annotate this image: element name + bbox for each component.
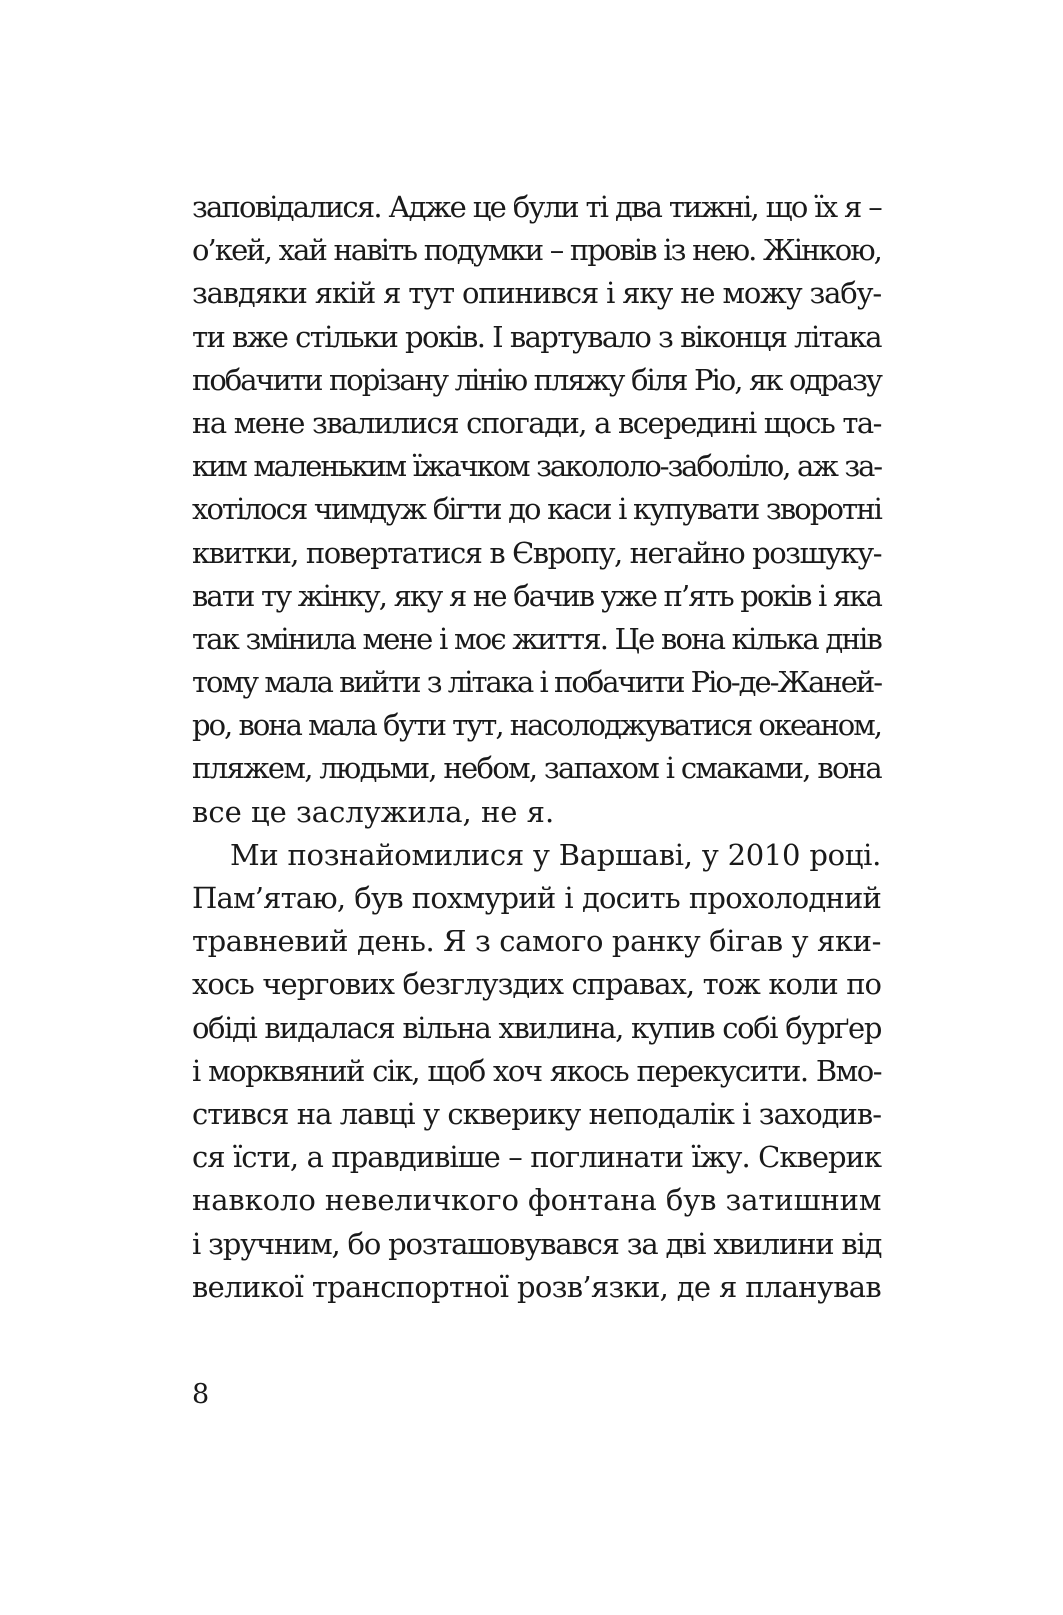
text-line: завдяки якій я тут опинився і яку не можу забу- xyxy=(192,276,881,311)
text-line: пляжем, людьми, небом, запахом і смаками, вона xyxy=(192,751,881,786)
text-line: так змінила мене і моє життя. Це вона кілька днів xyxy=(192,621,881,656)
text-line: ро, вона мала бути тут, насолоджуватися океаном, xyxy=(192,708,881,743)
text-line: все це заслужила, не я. xyxy=(192,794,555,829)
text-line: квитки, повертатися в Європу, негайно розшуку- xyxy=(192,535,881,570)
text-line: ким маленьким їжачком закололо-заболіло, аж за- xyxy=(192,449,881,484)
text-line: ти вже стільки років. І вартувало з віконця літака xyxy=(192,319,881,354)
text-line: і зручним, бо розташовувався за дві хвилини від xyxy=(192,1226,882,1261)
text-line: стився на лавці у скверику неподалік і заходив- xyxy=(192,1096,881,1131)
text-line: заповідалися. Адже це були ті два тижні, що їх я – xyxy=(192,190,881,224)
text-line: обіді видалася вільна хвилина, купив собі бурґер xyxy=(192,1010,881,1045)
text-line: на мене звалилися спогади, а всередині щось та- xyxy=(192,405,881,440)
text-line: о’кей, хай навіть подумки – провів із нею. Жінкою, xyxy=(192,233,881,268)
text-line: вати ту жінку, яку я не бачив уже п’ять років і яка xyxy=(192,578,881,613)
text-line: тому мала вийти з літака і побачити Ріо-де-Жаней- xyxy=(192,665,881,700)
page-number: 8 xyxy=(192,1379,210,1410)
text-line: побачити порізану лінію пляжу біля Ріо, як одразу xyxy=(192,362,881,397)
text-line: хось чергових безглуздих справах, тож коли по xyxy=(192,967,881,1002)
paragraph-2 xyxy=(192,834,881,1309)
text-line: травневий день. Я з самого ранку бігав у яки- xyxy=(192,924,881,959)
body-text xyxy=(192,186,881,1309)
text-line: навколо невеличкого фонтана був затишним xyxy=(192,1183,882,1218)
text-line: хотілося чимдуж бігти до каси і купувати зворотні xyxy=(192,492,881,527)
text-line: Пам’ятаю, був похмурий і досить прохолодний xyxy=(192,881,881,915)
text-line: ся їсти, а правдивіше – поглинати їжу. Скверик xyxy=(192,1140,881,1175)
text-line: і морквяний сік, щоб хоч якось перекусити. Вмо- xyxy=(192,1053,881,1088)
text-line: великої транспортної розв’язки, де я планував xyxy=(192,1269,881,1304)
text-line: Ми познайомилися у Варшаві, у 2010 році. xyxy=(230,837,881,872)
paragraph-1 xyxy=(192,186,881,834)
